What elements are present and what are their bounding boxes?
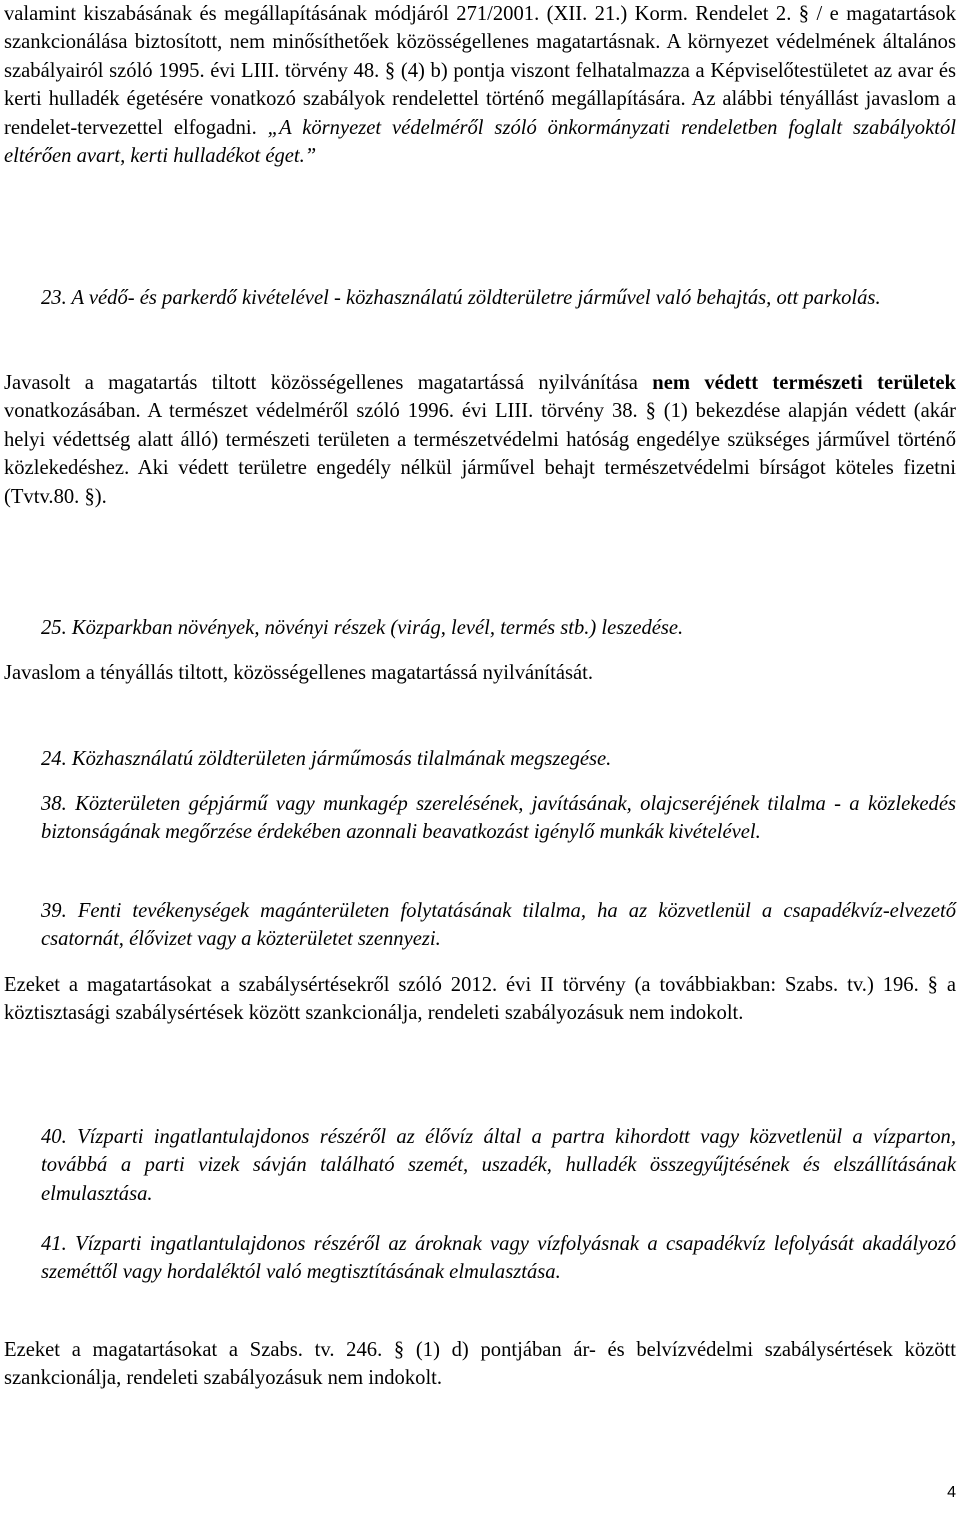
item-24 [41, 745, 956, 773]
item-24-text: 24. Közhasználatú zöldterületen járműmosás tilalmának megszegése. [41, 748, 612, 770]
paragraph-vedett-teruletek [4, 369, 956, 511]
item-25-text: 25. Közparkban növények, növényi részek (virág, levél, termés stb.) leszedése. [41, 617, 684, 639]
page-number: 4 [947, 1484, 956, 1501]
item-38-text: 38. Közterületen gépjármű vagy munkagép szerelésének, javításának, olajcseréjének tilalma - a közlekedés biztonságának megőrzése érdekében azonnali beavatkozást igénylő munkák kivételével. [41, 793, 956, 844]
paragraph-text: Javaslom a tényállás tiltott, közösségellenes magatartássá nyilvánítását. [4, 662, 594, 684]
item-40-text: 40. Vízparti ingatlantulajdonos részéről az élővíz által a partra kihordott vagy közvetlenül a vízparton, továbbá a parti vizek sávján található szemét, uszadék, hulladék összegyűjtésének és elszállításának elmulasztása. [41, 1126, 956, 1205]
item-25 [41, 614, 956, 642]
quoted-offense-text: „A környezet védelméről szóló önkormányzati rendeletben foglalt szabályoktól eltérően avart, kerti hulladékot éget.” [4, 116, 956, 168]
paragraph-avar-egetes [4, 0, 956, 170]
paragraph-text: vonatkozásában. A természet védelméről szóló 1996. évi LIII. törvény 38. § (1) bekezdése alapján védett (akár helyi védettség alatt álló) természeti területen a természetvédelmi hatóság engedélye szükséges járművel történő közlekedéshez. Aki védett területre engedély nélkül járművel behajt természetvédelmi bírságot köteles fizetni (Tvtv.80. §). [4, 400, 956, 508]
item-41 [41, 1230, 956, 1287]
paragraph-szabs-246 [4, 1336, 956, 1393]
paragraph-szabs-196 [4, 971, 956, 1028]
item-38 [41, 790, 956, 847]
item-39-text: 39. Fenti tevékenységek magánterületen folytatásának tilalma, ha az közvetlenül a csapadékvíz-elvezető csatornát, élővizet vagy a közterületet szennyezi. [41, 900, 956, 951]
item-23-text: 23. A védő- és parkerdő kivételével - közhasználatú zöldterületre járművel való behajtás, ott parkolás. [41, 287, 881, 309]
item-40 [41, 1123, 956, 1208]
bold-phrase: nem védett természeti területek [652, 372, 956, 394]
paragraph-javaslom [4, 659, 956, 687]
paragraph-text: valamint kiszabásának és megállapításának módjáról 271/2001. (XII. 21.) Korm. Rendelet 2. § / e magatartások szankcionálása biztosított, nem minősíthetőek közösségellenes magatartásnak. A környezet védelmének általános szabályairól szóló 1995. évi LIII. törvény 48. § (4) b) pontja viszont felhatalmazza a Képviselőtestületet az avar és kerti hulladék égetésére vonatkozó szabályok rendelettel történő megállapítására. Az alábbi tényállást javaslom a rendelet-tervezettel elfogadni. [4, 3, 956, 139]
paragraph-text: Ezeket a magatartásokat a szabálysértésekről szóló 2012. évi II törvény (a továbbiakban: Szabs. tv.) 196. § a köztisztasági szabálysértések között szankcionálja, rendeleti szabályozásuk nem indokolt. [4, 974, 956, 1025]
item-41-text: 41. Vízparti ingatlantulajdonos részéről az ároknak vagy vízfolyásnak a csapadékvíz lefolyását akadályozó szeméttől vagy hordaléktól való megtisztításának elmulasztása. [41, 1233, 956, 1284]
paragraph-text: Ezeket a magatartásokat a Szabs. tv. 246. § (1) d) pontjában ár- és belvízvédelmi szabálysértések között szankcionálja, rendeleti szabályozásuk nem indokolt. [4, 1339, 956, 1390]
paragraph-text: Javasolt a magatartás tiltott közösségellenes magatartássá nyilvánítása [4, 372, 653, 394]
item-23 [41, 284, 956, 312]
item-39 [41, 897, 956, 954]
